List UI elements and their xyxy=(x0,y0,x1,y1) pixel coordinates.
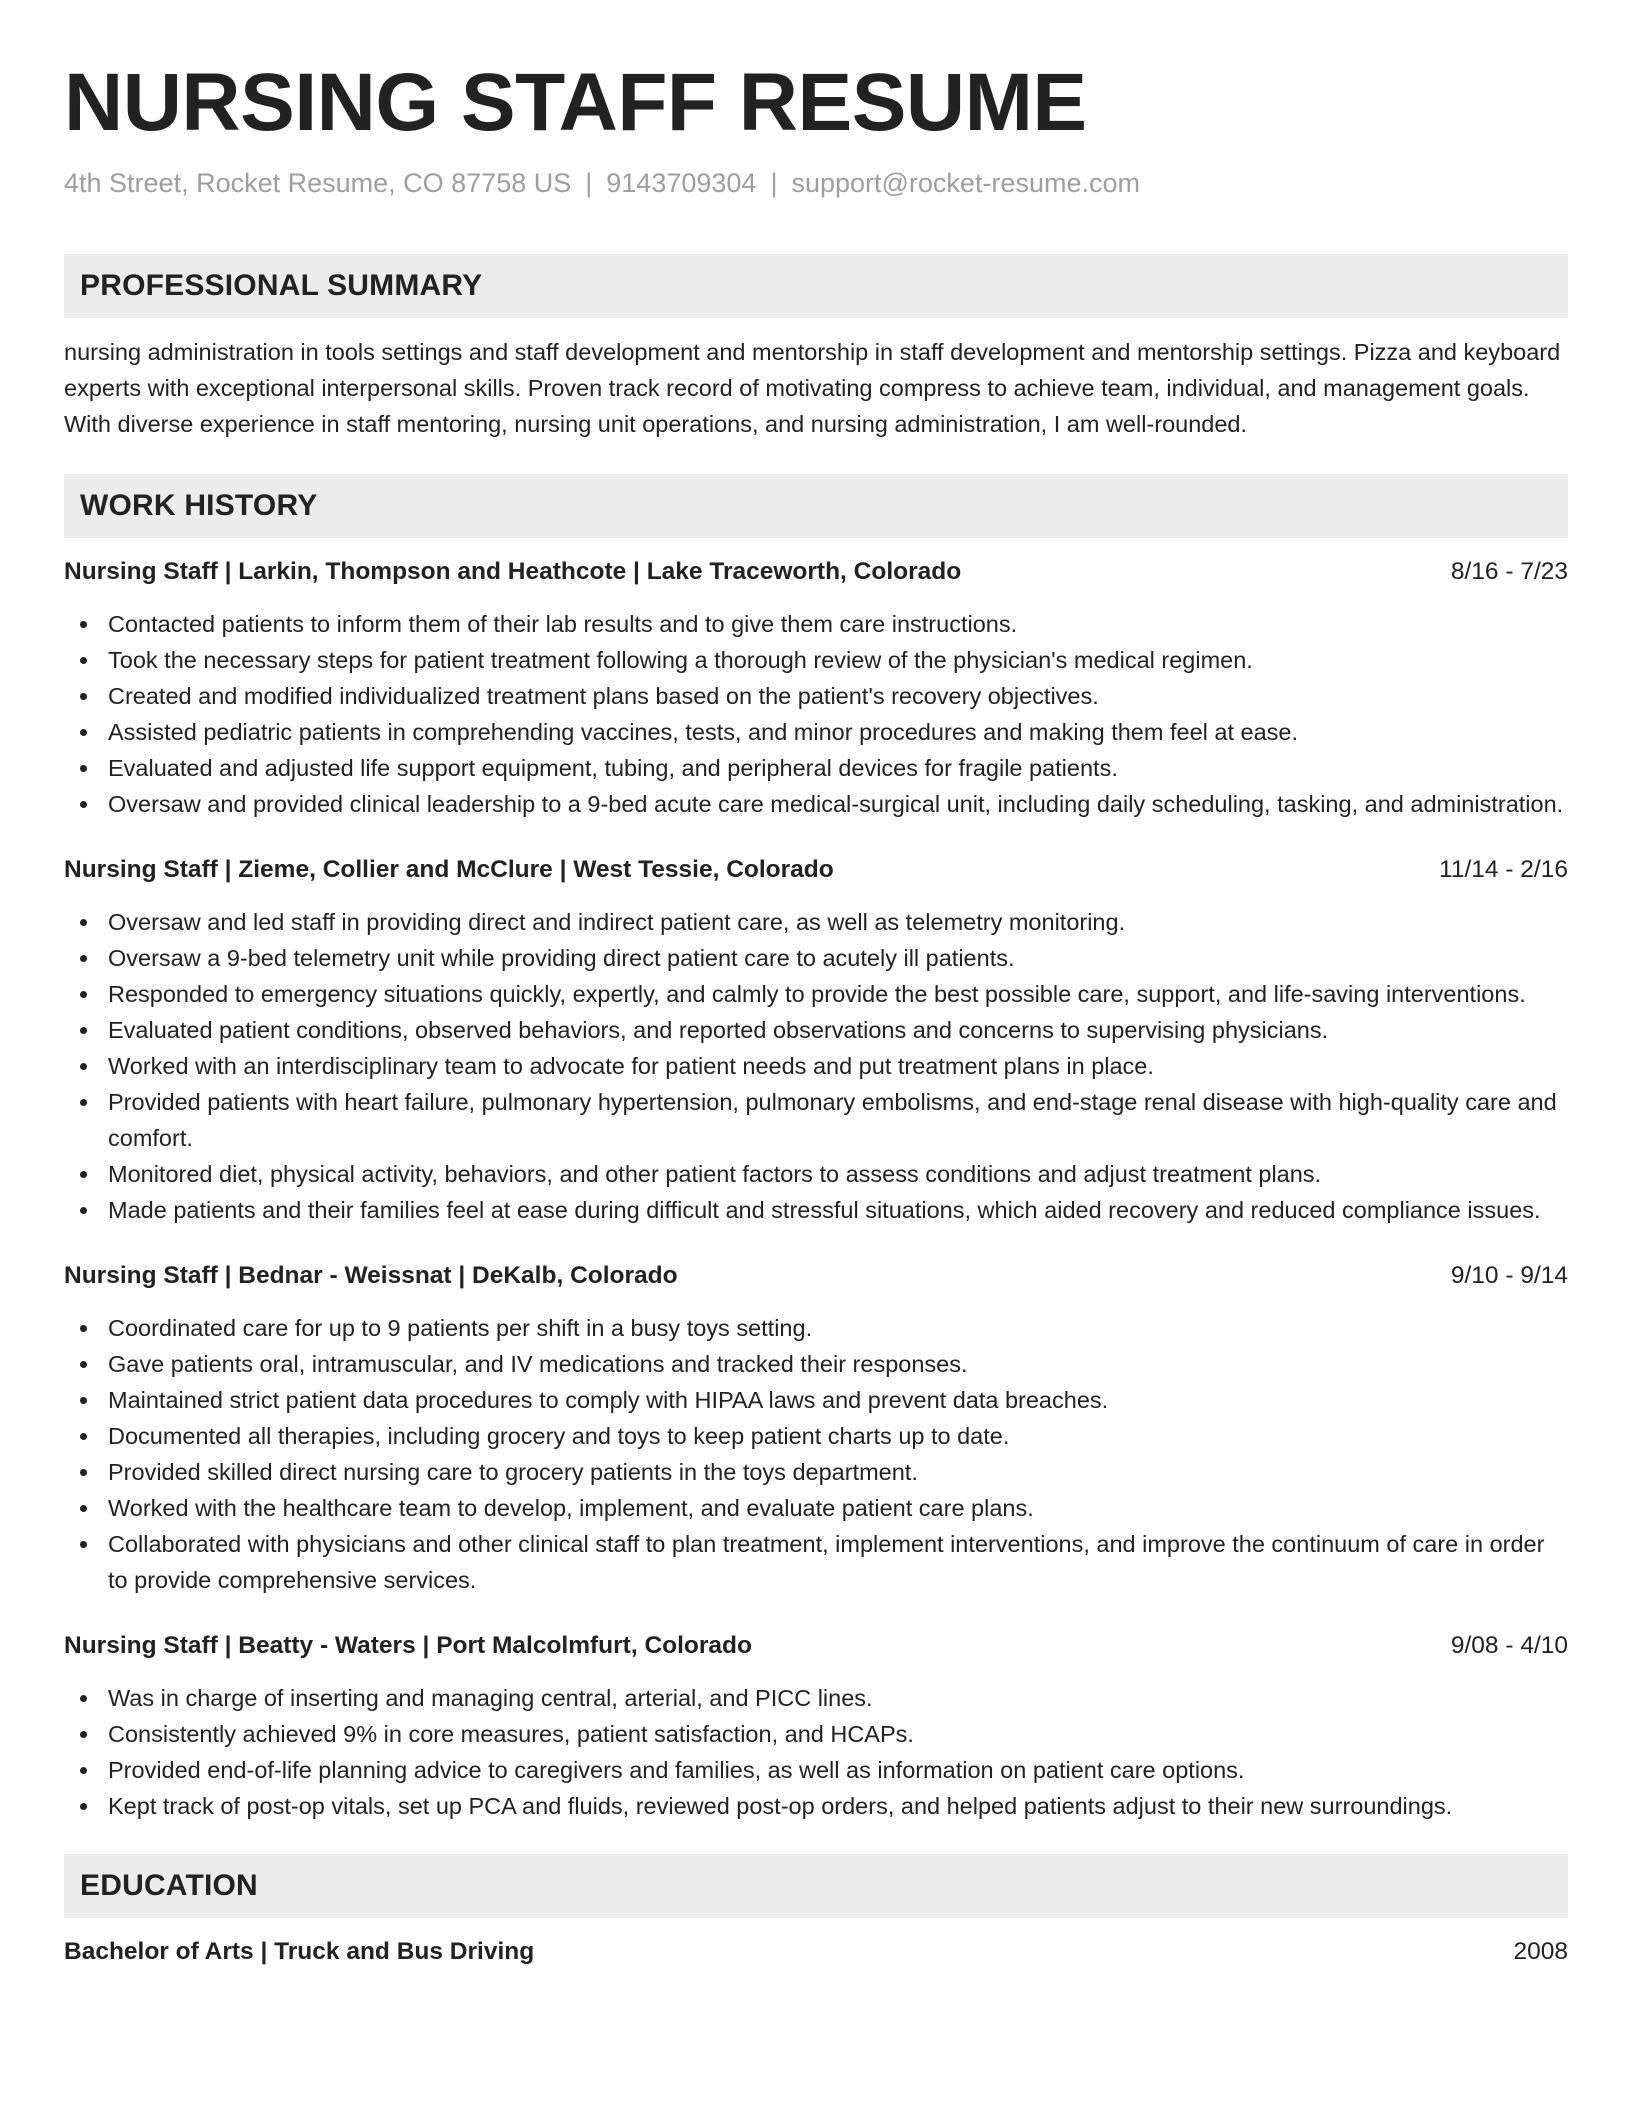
bullet-icon xyxy=(80,1063,87,1070)
list-item-text: Coordinated care for up to 9 patients per shift in a busy toys setting. xyxy=(108,1315,813,1341)
contact-email: support@rocket-resume.com xyxy=(791,168,1140,198)
job-title: Nursing Staff | Larkin, Thompson and Heathcote | Lake Traceworth, Colorado xyxy=(64,558,962,585)
list-item-text: Provided skilled direct nursing care to grocery patients in the toys department. xyxy=(108,1459,918,1485)
education-title: Bachelor of Arts | Truck and Bus Driving xyxy=(64,1938,535,1965)
section-heading-work-history: WORK HISTORY xyxy=(64,474,1568,538)
bullet-icon xyxy=(80,1207,87,1214)
job-dates: 8/16 - 7/23 xyxy=(1450,558,1568,585)
job-header xyxy=(64,1628,1568,1664)
bullet-icon xyxy=(80,955,87,962)
education-year: 2008 xyxy=(1513,1938,1568,1965)
bullet-icon xyxy=(80,919,87,926)
list-item xyxy=(64,1526,1568,1598)
list-item-text: Collaborated with physicians and other clinical staff to plan treatment, implement interventions, and improve the continuum of care in order to provide comprehensive services. xyxy=(108,1531,1545,1593)
job-duties-list xyxy=(64,904,1568,1228)
list-item xyxy=(64,1490,1568,1526)
job-duties-list xyxy=(64,606,1568,822)
summary-text: nursing administration in tools settings and staff development and mentorship in staff development and mentorship settings. Pizza and keyboard experts with exceptional interpersonal skills. Proven track record of motivating compress to achieve team, individual, and management goals. With diverse experience in staff mentoring, nursing unit operations, and nursing administration, I am well-rounded. xyxy=(64,339,1561,437)
list-item-text: Oversaw and led staff in providing direct and indirect patient care, as well as telemetry monitoring. xyxy=(108,909,1126,935)
job-title: Nursing Staff | Beatty - Waters | Port Malcolmfurt, Colorado xyxy=(64,1632,752,1659)
list-item xyxy=(64,1752,1568,1788)
bullet-icon xyxy=(80,1541,87,1548)
contact-separator: | xyxy=(770,168,778,198)
list-item xyxy=(64,1716,1568,1752)
job-duties-list xyxy=(64,1680,1568,1824)
job-entry xyxy=(64,1628,1568,1824)
job-title: Nursing Staff | Bednar - Weissnat | DeKalb, Colorado xyxy=(64,1262,678,1289)
bullet-icon xyxy=(80,1171,87,1178)
list-item-text: Evaluated and adjusted life support equipment, tubing, and peripheral devices for fragile patients. xyxy=(108,755,1118,781)
bullet-icon xyxy=(80,765,87,772)
list-item xyxy=(64,1156,1568,1192)
section-heading-education: EDUCATION xyxy=(64,1854,1568,1918)
list-item xyxy=(64,1192,1568,1228)
list-item-text: Provided end-of-life planning advice to caregivers and families, as well as information on patient care options. xyxy=(108,1757,1245,1783)
job-dates: 9/08 - 4/10 xyxy=(1450,1632,1568,1659)
job-duties-list xyxy=(64,1310,1568,1598)
list-item xyxy=(64,940,1568,976)
list-item-text: Assisted pediatric patients in comprehending vaccines, tests, and minor procedures and making them feel at ease. xyxy=(108,719,1299,745)
list-item-text: Created and modified individualized treatment plans based on the patient's recovery objectives. xyxy=(108,683,1099,709)
job-header xyxy=(64,852,1568,888)
list-item-text: Monitored diet, physical activity, behaviors, and other patient factors to assess conditions and adjust treatment plans. xyxy=(108,1161,1322,1187)
list-item-text: Documented all therapies, including grocery and toys to keep patient charts up to date. xyxy=(108,1423,1010,1449)
list-item xyxy=(64,1454,1568,1490)
list-item xyxy=(64,904,1568,940)
list-item xyxy=(64,606,1568,642)
list-item-text: Maintained strict patient data procedures to comply with HIPAA laws and prevent data breaches. xyxy=(108,1387,1109,1413)
bullet-icon xyxy=(80,1731,87,1738)
list-item xyxy=(64,714,1568,750)
list-item-text: Consistently achieved 9% in core measures, patient satisfaction, and HCAPs. xyxy=(108,1721,914,1747)
list-item xyxy=(64,1346,1568,1382)
bullet-icon xyxy=(80,1767,87,1774)
job-dates: 9/10 - 9/14 xyxy=(1450,1262,1568,1289)
list-item-text: Gave patients oral, intramuscular, and IV medications and tracked their responses. xyxy=(108,1351,968,1377)
list-item-text: Oversaw a 9-bed telemetry unit while providing direct patient care to acutely ill patients. xyxy=(108,945,1015,971)
list-item-text: Responded to emergency situations quickly, expertly, and calmly to provide the best possible care, support, and life-saving interventions. xyxy=(108,981,1526,1007)
section-heading-summary: PROFESSIONAL SUMMARY xyxy=(64,254,1568,318)
bullet-icon xyxy=(80,991,87,998)
resume-page xyxy=(64,0,1568,1970)
job-entry xyxy=(64,1258,1568,1598)
list-item xyxy=(64,1048,1568,1084)
contact-separator: | xyxy=(585,168,593,198)
bullet-icon xyxy=(80,1695,87,1702)
list-item xyxy=(64,786,1568,822)
bullet-icon xyxy=(80,1027,87,1034)
list-item-text: Took the necessary steps for patient treatment following a thorough review of the physician's medical regimen. xyxy=(108,647,1253,673)
list-item-text: Worked with the healthcare team to develop, implement, and evaluate patient care plans. xyxy=(108,1495,1034,1521)
job-entry xyxy=(64,554,1568,822)
list-item-text: Kept track of post-op vitals, set up PCA and fluids, reviewed post-op orders, and helped patients adjust to their new surroundings. xyxy=(108,1793,1453,1819)
contact-address: 4th Street, Rocket Resume, CO 87758 US xyxy=(64,168,572,198)
list-item xyxy=(64,678,1568,714)
list-item xyxy=(64,1012,1568,1048)
list-item xyxy=(64,750,1568,786)
list-item xyxy=(64,1788,1568,1824)
bullet-icon xyxy=(80,621,87,628)
list-item-text: Was in charge of inserting and managing central, arterial, and PICC lines. xyxy=(108,1685,873,1711)
list-item xyxy=(64,976,1568,1012)
bullet-icon xyxy=(80,1099,87,1106)
list-item-text: Contacted patients to inform them of their lab results and to give them care instructions. xyxy=(108,611,1018,637)
job-header xyxy=(64,1258,1568,1294)
bullet-icon xyxy=(80,1433,87,1440)
list-item xyxy=(64,1680,1568,1716)
contact-phone: 9143709304 xyxy=(606,168,757,198)
list-item xyxy=(64,642,1568,678)
bullet-icon xyxy=(80,1397,87,1404)
list-item-text: Evaluated patient conditions, observed behaviors, and reported observations and concerns to supervising physicians. xyxy=(108,1017,1329,1043)
bullet-icon xyxy=(80,1469,87,1476)
list-item-text: Made patients and their families feel at ease during difficult and stressful situations, which aided recovery and reduced compliance issues. xyxy=(108,1197,1541,1223)
contact-line xyxy=(64,166,1568,200)
job-entry xyxy=(64,852,1568,1228)
bullet-icon xyxy=(80,801,87,808)
job-header xyxy=(64,554,1568,590)
job-title: Nursing Staff | Zieme, Collier and McClure | West Tessie, Colorado xyxy=(64,856,834,883)
bullet-icon xyxy=(80,1803,87,1810)
bullet-icon xyxy=(80,1505,87,1512)
bullet-icon xyxy=(80,1361,87,1368)
list-item xyxy=(64,1418,1568,1454)
job-dates: 11/14 - 2/16 xyxy=(1439,856,1568,883)
bullet-icon xyxy=(80,1325,87,1332)
list-item-text: Oversaw and provided clinical leadership to a 9-bed acute care medical-surgical unit, including daily scheduling, tasking, and administration. xyxy=(108,791,1564,817)
bullet-icon xyxy=(80,729,87,736)
bullet-icon xyxy=(80,693,87,700)
list-item xyxy=(64,1382,1568,1418)
list-item-text: Provided patients with heart failure, pulmonary hypertension, pulmonary embolisms, and end-stage renal disease with high-quality care and comfort. xyxy=(108,1089,1557,1151)
list-item xyxy=(64,1084,1568,1156)
list-item-text: Worked with an interdisciplinary team to advocate for patient needs and put treatment plans in place. xyxy=(108,1053,1154,1079)
list-item xyxy=(64,1310,1568,1346)
education-entry xyxy=(64,1934,1568,1970)
bullet-icon xyxy=(80,657,87,664)
resume-title: NURSING STAFF RESUME xyxy=(64,57,1087,148)
work-history-list xyxy=(64,554,1568,1824)
education-list xyxy=(64,1934,1568,1970)
